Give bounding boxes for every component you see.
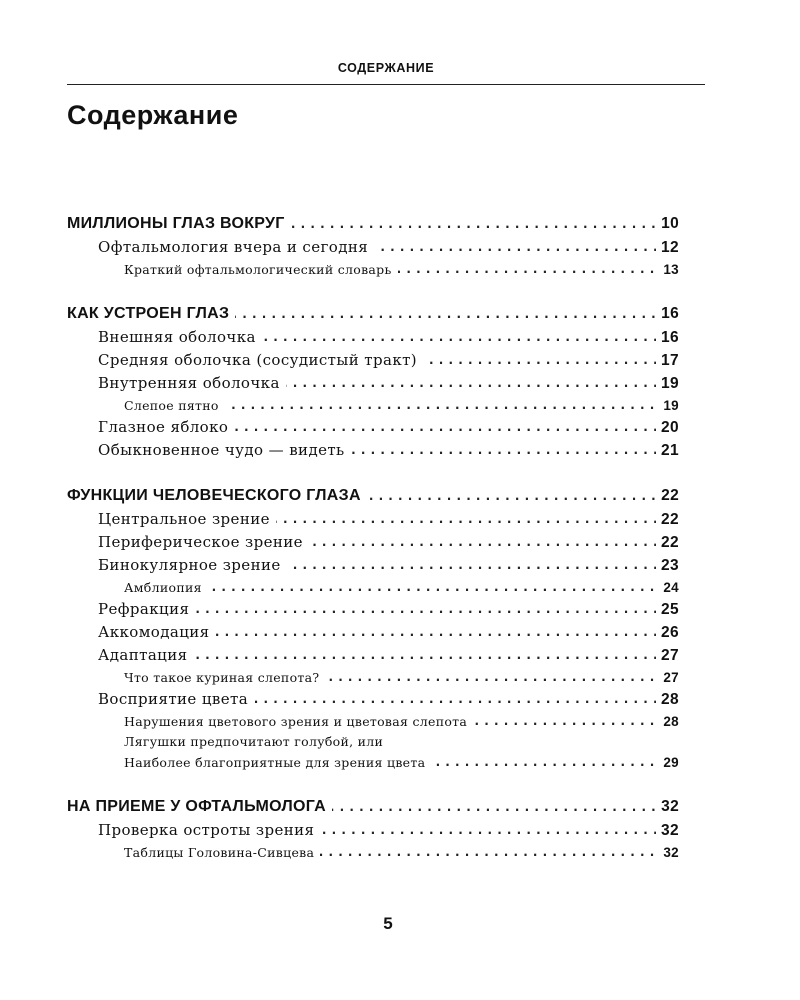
running-head: СОДЕРЖАНИЕ (337, 61, 435, 75)
toc-topic-first-line[interactable] (124, 732, 679, 752)
toc-topic-title-continuation: Наиболее благоприятные для зрения цвета (124, 755, 431, 770)
toc-subsection-title: Периферическое зрение (98, 533, 309, 551)
toc-topic-title: Краткий офтальмологический словарь (124, 262, 398, 277)
toc-page-number: 32 (658, 842, 679, 863)
toc-page-number: 19 (658, 395, 679, 416)
toc-section (67, 212, 679, 280)
toc-chapter[interactable] (67, 302, 679, 326)
toc-page-number: 27 (658, 667, 679, 688)
toc-page-number: 24 (658, 577, 679, 598)
toc-page-number: 32 (656, 819, 679, 842)
toc-subsection-title: Аккомодация (98, 623, 216, 641)
toc-section (67, 484, 679, 773)
toc-page-number: 29 (658, 752, 679, 773)
toc-page-number: 22 (656, 508, 679, 531)
toc-topic-title: Таблицы Головина-Сивцева (124, 845, 320, 860)
toc-subsection-title: Адаптация (98, 646, 193, 664)
toc-chapter-title: КАК УСТРОЕН ГЛАЗ (67, 305, 235, 322)
toc-topic[interactable] (124, 395, 679, 416)
toc-subsection-title: Внутренняя оболочка (98, 374, 286, 392)
toc-subsection[interactable] (98, 416, 679, 439)
toc-topic-title: Слепое пятно (124, 398, 225, 413)
toc-topic-title: Что такое куриная слепота? (124, 670, 325, 685)
toc-topic[interactable] (124, 259, 679, 280)
toc-chapter-title: ФУНКЦИИ ЧЕЛОВЕЧЕСКОГО ГЛАЗА (67, 487, 367, 504)
toc-topic[interactable] (124, 752, 679, 773)
toc-topic[interactable] (124, 667, 679, 688)
toc-chapter[interactable] (67, 212, 679, 236)
toc-topic-title: Амблиопия (124, 580, 208, 595)
toc-subsection[interactable] (98, 688, 679, 711)
toc-page-number: 28 (656, 688, 679, 711)
toc-subsection-title: Бинокулярное зрение (98, 556, 287, 574)
toc-page-number: 21 (656, 439, 679, 462)
toc-subsection[interactable] (98, 372, 679, 395)
toc-subsection[interactable] (98, 621, 679, 644)
toc-subsection[interactable] (98, 819, 679, 842)
toc-page-number: 22 (656, 531, 679, 554)
header-rule (67, 84, 705, 85)
toc-topic[interactable] (124, 711, 679, 732)
toc-subsection[interactable] (98, 531, 679, 554)
page-title: Содержание (67, 100, 239, 130)
toc-subsection-title: Средняя оболочка (сосудистый тракт) (98, 351, 423, 369)
toc-subsection-title: Обыкновенное чудо — видеть (98, 441, 351, 459)
toc-subsection-title: Центральное зрение (98, 510, 276, 528)
toc-page-number: 16 (656, 302, 679, 326)
toc-page-number: 16 (656, 326, 679, 349)
toc-chapter[interactable] (67, 484, 679, 508)
toc-subsection-title: Рефракция (98, 600, 195, 618)
toc-page-number: 17 (656, 349, 679, 372)
page-number: 5 (383, 914, 393, 933)
toc-page-number: 27 (656, 644, 679, 667)
toc-topic[interactable] (124, 577, 679, 598)
toc-subsection[interactable] (98, 236, 679, 259)
toc-page-number: 19 (656, 372, 679, 395)
toc-section (67, 302, 679, 462)
toc-subsection[interactable] (98, 598, 679, 621)
toc-page-number: 20 (656, 416, 679, 439)
toc-topic[interactable] (124, 842, 679, 863)
toc-subsection[interactable] (98, 508, 679, 531)
toc-subsection-title: Внешняя оболочка (98, 328, 262, 346)
toc-page-number: 26 (656, 621, 679, 644)
toc-subsection-title: Восприятие цвета (98, 690, 254, 708)
toc-subsection-title: Офтальмология вчера и сегодня (98, 238, 374, 256)
toc-section (67, 795, 679, 863)
toc-page-number: 23 (656, 554, 679, 577)
toc-chapter-title: НА ПРИЕМЕ У ОФТАЛЬМОЛОГА (67, 798, 332, 815)
toc-subsection[interactable] (98, 326, 679, 349)
toc-page-number: 32 (656, 795, 679, 819)
toc-subsection[interactable] (98, 439, 679, 462)
toc-page-number: 10 (656, 212, 679, 236)
toc-page-number: 28 (658, 711, 679, 732)
toc-subsection[interactable] (98, 644, 679, 667)
toc-subsection[interactable] (98, 554, 679, 577)
toc-topic-title: Нарушения цветового зрения и цветовая слепота (124, 714, 473, 729)
toc-topic-title: Лягушки предпочитают голубой, или (124, 734, 389, 749)
toc-subsection[interactable] (98, 349, 679, 372)
toc-page-number: 25 (656, 598, 679, 621)
table-of-contents (67, 212, 679, 885)
toc-subsection-title: Глазное яблоко (98, 418, 234, 436)
toc-page-number: 12 (656, 236, 679, 259)
toc-page-number: 13 (658, 259, 679, 280)
toc-page-number: 22 (656, 484, 679, 508)
toc-chapter-title: МИЛЛИОНЫ ГЛАЗ ВОКРУГ (67, 215, 291, 232)
toc-chapter[interactable] (67, 795, 679, 819)
toc-subsection-title: Проверка остроты зрения (98, 821, 320, 839)
